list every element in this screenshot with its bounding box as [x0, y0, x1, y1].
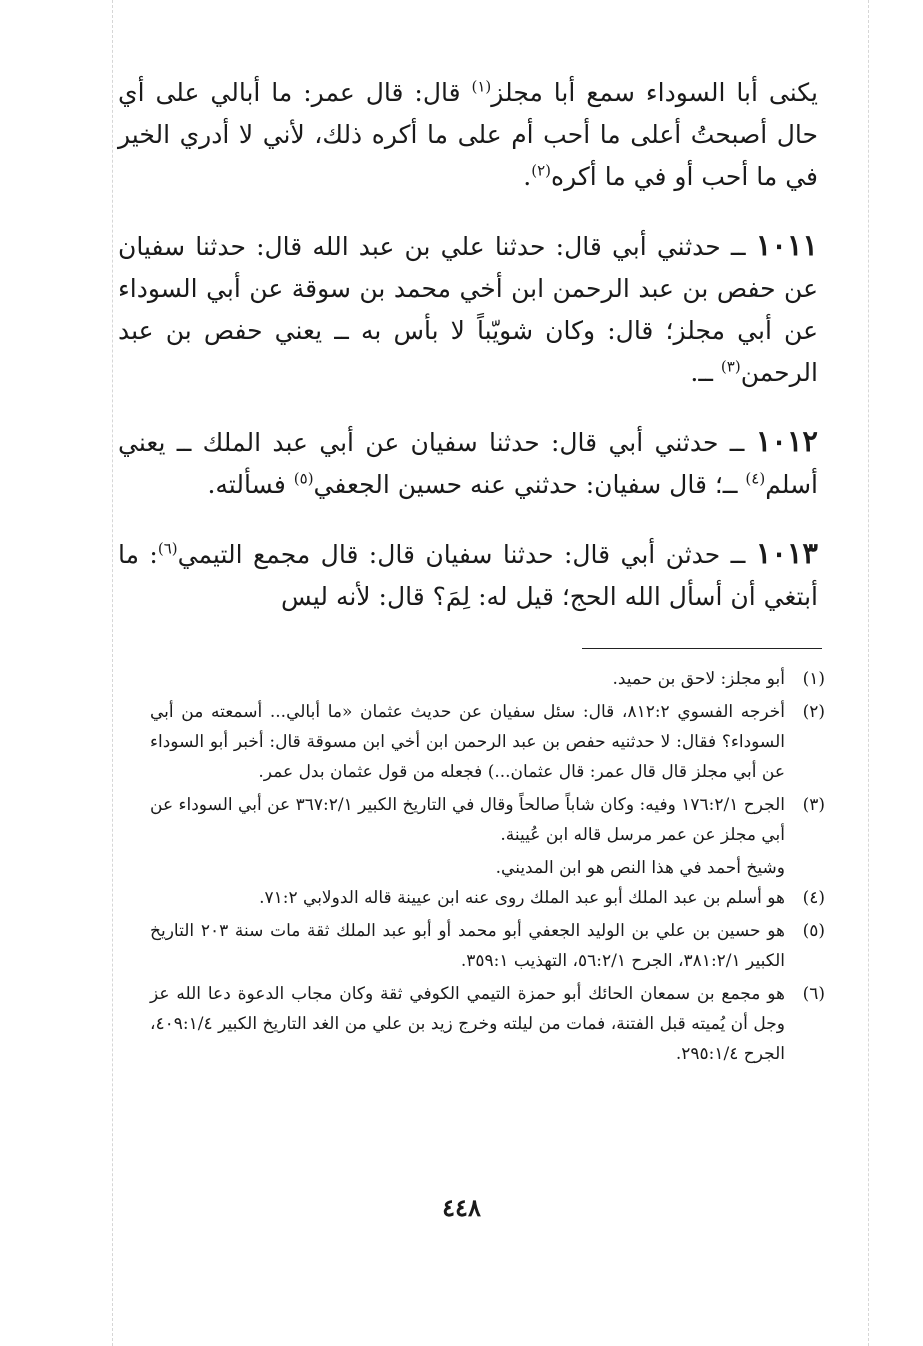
scan-guide-line — [112, 0, 113, 1346]
footnote-ref[interactable]: (٢) — [531, 161, 552, 180]
footnote-text: أخرجه الفسوي ٨١٢:٢، قال: سئل سفيان عن حديث عثمان «ما أبالي... أسمعته من أبي السوداء؟ فقال: لا حدثنيه حفص بن عبد الرحمن ابن أخي ابن مسوقة قال: أخبر أبو السوداء عن أبي مجلز قال قال عمر: قال عثمان...) فجعله من قول عثمان بدل عمر. — [150, 702, 785, 782]
hadith-number: ١٠١١ — [755, 228, 818, 262]
hadith-number: ١٠١٣ — [755, 536, 818, 570]
footnote-ref[interactable]: (١) — [471, 77, 492, 96]
footnotes — [150, 664, 825, 1072]
footnote-divider — [582, 648, 822, 649]
footnote-3-extra: وشيخ أحمد في هذا النص هو ابن المديني. — [495, 858, 785, 878]
footnote-6 — [150, 979, 825, 1069]
footnote-5 — [150, 916, 825, 976]
footnote-text: الجرح ١٧٦:٢/١ وفيه: وكان شاباً صالحاً وقال في التاريخ الكبير ٣٦٧:٢/١ عن أبي السوداء عن أبي مجلز عن عمر مرسل قاله ابن عُيينة. — [150, 795, 786, 845]
hadith-number: ١٠١٢ — [755, 424, 818, 458]
footnote-ref[interactable]: (٦) — [157, 539, 178, 558]
footnote-mark: (٤) — [802, 888, 825, 908]
paragraph-1013: ١٠١٣ ــ حدثن أبي قال: حدثنا سفيان قال: قال مجمع التيمي$^{(٦)}$: ما أبتغي أن أسأل الله الحج؛ قيل له: لِمَ؟ قال: لأنه ليس — [118, 536, 818, 611]
footnote-text: هو مجمع بن سمعان الحائك أبو حمزة التيمي الكوفي ثقة وكان مجاب الدعوة دعا الله عز وجل أن يُميته قبل الفتنة، فمات من ليلته وخرج زيد بن علي من الغد التاريخ الكبير ٤٠٩:١/٤، الجرح ٢٩٥:١/٤. — [150, 984, 785, 1064]
footnote-mark: (٥) — [802, 921, 825, 941]
footnote-ref[interactable]: (٥) — [293, 469, 314, 488]
footnote-3 — [150, 790, 825, 850]
footnote-2 — [150, 697, 825, 787]
footnote-text: أبو مجلز: لاحق بن حميد. — [612, 669, 785, 689]
footnote-mark: (٦) — [802, 984, 825, 1004]
paragraph-1012: ١٠١٢ ــ حدثني أبي قال: حدثنا سفيان عن أبي عبد الملك ــ يعني أسلم$^{(٤)}$ ــ؛ قال سفيان: حدثني عنه حسين الجعفي$^{(٥)}$ فسألته. — [118, 424, 818, 499]
paragraph-1011: ١٠١١ ــ حدثني أبي قال: حدثنا علي بن عبد الله قال: حدثنا سفيان عن حفص بن عبد الرحمن ابن أخي محمد بن سوقة عن أبي السوداء عن أبي مجلز؛ قال: وكان شويّباً لا بأس به ــ يعني حفص بن عبد الرحمن$^{(٣)}$ ــ. — [118, 228, 818, 387]
page-number: ٤٤٨ — [442, 1193, 481, 1222]
footnote-ref[interactable]: (٣) — [720, 357, 741, 376]
footnote-text: هو حسين بن علي بن الوليد الجعفي أبو محمد أو أبو عبد الملك ثقة مات سنة ٢٠٣ التاريخ الكبير ٣٨١:٢/١، الجرح ٥٦:٢/١، التهذيب ٣٥٩:١. — [150, 921, 785, 971]
footnote-mark: (٣) — [802, 795, 825, 815]
footnote-1 — [150, 664, 825, 694]
footnote-text: هو أسلم بن عبد الملك أبو عبد الملك روى عنه ابن عيينة قاله الدولابي ٧١:٢. — [259, 888, 785, 908]
scan-guide-line — [868, 0, 869, 1346]
footnote-4 — [150, 883, 825, 913]
paragraph-intro: يكنى أبا السوداء سمع أبا مجلز$^{(١)}$ قال: قال عمر: ما أبالي على أي حال أصبحتُ أعلى ما أحب أم على ما أكره ذلك، لأني لا أدري الخير في ما أحب أو في ما أكره$^{(٢)}$. — [118, 77, 818, 191]
footnote-mark: (٢) — [802, 702, 825, 722]
footnote-ref[interactable]: (٤) — [745, 469, 766, 488]
main-text — [118, 72, 818, 644]
footnote-mark: (١) — [802, 669, 825, 689]
